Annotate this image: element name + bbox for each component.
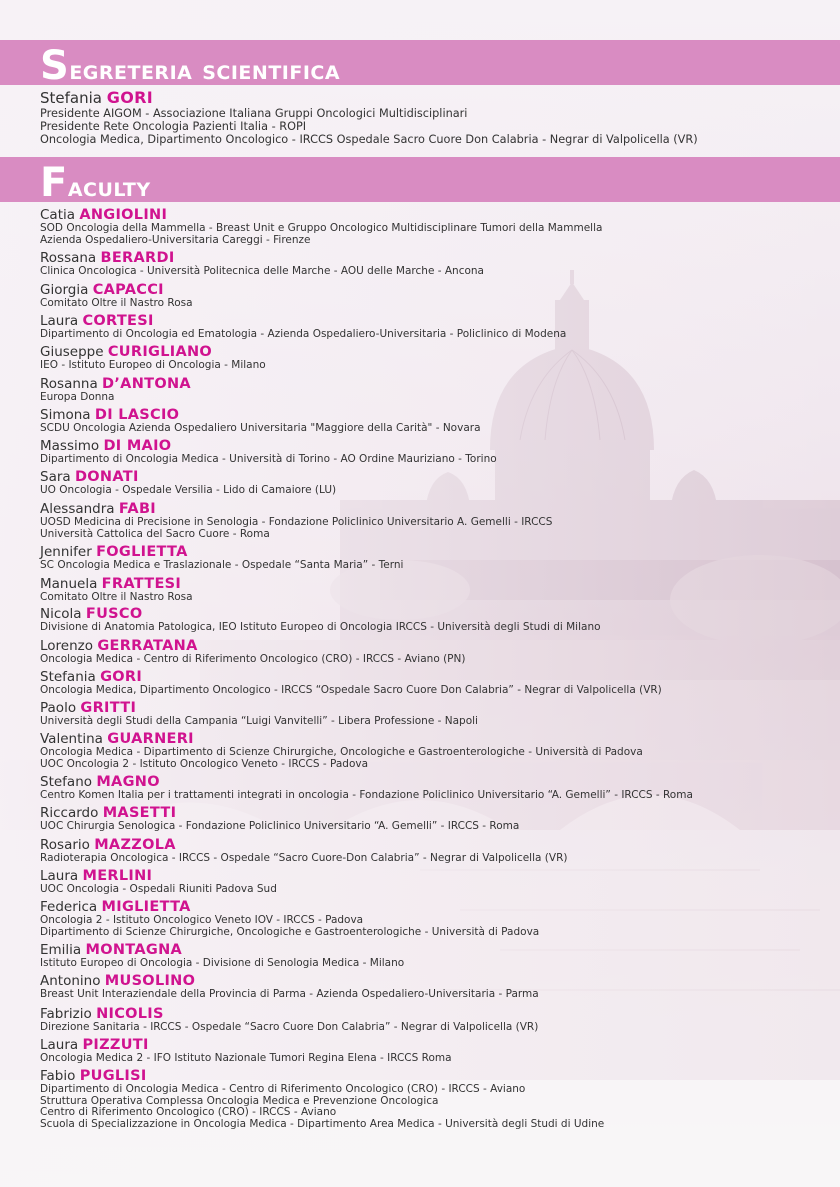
member-name — [40, 774, 830, 790]
member-last-name: DONATI — [74, 469, 139, 485]
member-first-name: Emilia — [40, 942, 82, 958]
member-last-name: NICOLIS — [96, 1006, 164, 1022]
member-last-name: CORTESI — [82, 313, 154, 329]
faculty-member — [40, 438, 830, 466]
faculty-member — [40, 942, 830, 970]
faculty-member — [40, 805, 830, 833]
member-first-name: Laura — [40, 868, 79, 884]
member-last-name: PIZZUTI — [82, 1037, 149, 1053]
affiliation-line: Oncologia Medica - Centro di Riferimento Oncologico (CRO) - IRCCS - Aviano (PN) — [40, 653, 466, 665]
affiliation-line: Centro di Riferimento Oncologico (CRO) - IRCCS - Aviano — [40, 1106, 337, 1118]
affiliation-line: Presidente Rete Oncologia Pazienti Italia - ROPI — [40, 120, 307, 133]
person-last-name: GORI — [106, 88, 153, 107]
faculty-member — [40, 544, 830, 572]
member-last-name: FOGLIETTA — [96, 544, 188, 560]
person-first-name: Stefania — [40, 89, 102, 107]
member-first-name: Lorenzo — [40, 638, 94, 654]
member-last-name: MAZZOLA — [94, 837, 176, 853]
affiliation-line: SC Oncologia Medica e Traslazionale - Ospedale “Santa Maria” - Terni — [40, 559, 404, 571]
member-first-name: Antonino — [40, 973, 101, 989]
member-first-name: Federica — [40, 899, 98, 915]
affiliation-line: SCDU Oncologia Azienda Ospedaliero Universitaria "Maggiore della Carità" - Novara — [40, 422, 481, 434]
member-name — [40, 837, 830, 853]
affiliation-line: Comitato Oltre il Nastro Rosa — [40, 297, 193, 309]
faculty-member — [40, 501, 830, 540]
member-first-name: Laura — [40, 1037, 79, 1053]
person-name — [40, 89, 830, 107]
affiliation-line: Dipartimento di Oncologia ed Ematologia - Azienda Ospedaliero-Universitaria - Policlinico di Modena — [40, 328, 567, 340]
member-last-name: FABI — [118, 501, 157, 517]
member-last-name: GUARNERI — [107, 731, 194, 747]
member-first-name: Rosario — [40, 837, 90, 853]
member-first-name: Riccardo — [40, 805, 99, 821]
member-last-name: D’ANTONA — [102, 376, 191, 392]
affiliation-line: UO Oncologia - Ospedale Versilia - Lido di Camaiore (LU) — [40, 484, 337, 496]
member-last-name: FRATTESI — [101, 576, 182, 592]
member-name — [40, 438, 830, 454]
member-name — [40, 899, 830, 915]
affiliation-line: SOD Oncologia della Mammella - Breast Unit e Gruppo Oncologico Multidisciplinare Tumori della Mammella — [40, 222, 603, 234]
member-name — [40, 942, 830, 958]
member-last-name: DI LASCIO — [94, 407, 180, 423]
affiliation-line: Presidente AIGOM - Associazione Italiana Gruppi Oncologici Multidisciplinari — [40, 107, 468, 120]
member-first-name: Rosanna — [40, 376, 98, 392]
member-last-name: CAPACCI — [92, 282, 164, 298]
member-first-name: Valentina — [40, 731, 103, 747]
segreteria-title-rest: egreteria scientifica — [69, 55, 341, 86]
affiliation-line: UOC Oncologia - Ospedali Riuniti Padova Sud — [40, 883, 277, 895]
affiliation-line: Dipartimento di Oncologia Medica - Università di Torino - AO Ordine Mauriziano - Torino — [40, 453, 497, 465]
affiliation-line: IEO - Istituto Europeo di Oncologia - Milano — [40, 359, 266, 371]
affiliation-line: Breast Unit Interaziendale della Provincia di Parma - Azienda Ospedaliero-Universitaria - Parma — [40, 988, 539, 1000]
segreteria-header-band — [0, 40, 840, 89]
faculty-title — [40, 157, 151, 206]
segreteria-person — [40, 89, 830, 146]
member-first-name: Simona — [40, 407, 91, 423]
member-name — [40, 638, 830, 654]
member-first-name: Giuseppe — [40, 344, 104, 360]
member-name — [40, 407, 830, 423]
affiliation-line: Comitato Oltre il Nastro Rosa — [40, 591, 193, 603]
member-first-name: Rossana — [40, 250, 97, 266]
faculty-member — [40, 207, 830, 246]
member-first-name: Laura — [40, 313, 79, 329]
faculty-member — [40, 899, 830, 938]
affiliation-line: Università degli Studi della Campania “Luigi Vanvitelli” - Libera Professione - Napoli — [40, 715, 478, 727]
member-name — [40, 1068, 830, 1084]
member-first-name: Paolo — [40, 700, 77, 716]
affiliation-line: Direzione Sanitaria - IRCCS - Ospedale “Sacro Cuore Don Calabria” - Negrar di Valpolicella (VR) — [40, 1021, 539, 1033]
affiliation-line: Università Cattolica del Sacro Cuore - Roma — [40, 527, 270, 540]
member-last-name: MUSOLINO — [104, 973, 196, 989]
member-last-name: MONTAGNA — [85, 942, 183, 958]
member-last-name: MERLINI — [82, 868, 153, 884]
affiliation-line: Azienda Ospedaliero-Universitaria Careggi - Firenze — [40, 233, 311, 246]
member-name — [40, 1037, 830, 1053]
member-last-name: MIGLIETTA — [101, 899, 191, 915]
faculty-member — [40, 407, 830, 435]
affiliation-line: UOC Oncologia 2 - Istituto Oncologico Veneto - IRCCS - Padova — [40, 757, 369, 770]
member-first-name: Nicola — [40, 606, 82, 622]
member-name — [40, 868, 830, 884]
member-last-name: PUGLISI — [79, 1068, 147, 1084]
affiliation-line: UOC Chirurgia Senologica - Fondazione Policlinico Universitario “A. Gemelli” - IRCCS - Roma — [40, 820, 520, 832]
affiliation-line: UOSD Medicina di Precisione in Senologia - Fondazione Policlinico Universitario A. Gemelli - IRCCS — [40, 516, 553, 528]
member-last-name: FUSCO — [85, 606, 143, 622]
faculty-header-band — [0, 157, 840, 206]
faculty-member — [40, 973, 830, 1001]
member-name — [40, 973, 830, 989]
member-name — [40, 669, 830, 685]
member-first-name: Stefano — [40, 774, 93, 790]
member-first-name: Giorgia — [40, 282, 89, 298]
member-name — [40, 282, 830, 298]
member-name — [40, 606, 830, 622]
member-name — [40, 501, 830, 517]
member-name — [40, 700, 830, 716]
member-last-name: MAGNO — [96, 774, 160, 790]
member-first-name: Fabio — [40, 1068, 76, 1084]
faculty-member — [40, 1068, 830, 1130]
segreteria-title — [40, 40, 341, 89]
member-first-name: Catia — [40, 207, 76, 223]
faculty-title-rest: aculty — [67, 172, 151, 203]
faculty-member — [40, 700, 830, 728]
affiliation-line: Radioterapia Oncologica - IRCCS - Ospedale “Sacro Cuore-Don Calabria” - Negrar di Valpolicella (VR) — [40, 852, 568, 864]
member-last-name: GRITTI — [80, 700, 137, 716]
member-name — [40, 250, 830, 266]
faculty-member — [40, 250, 830, 278]
faculty-member — [40, 576, 830, 604]
faculty-member — [40, 282, 830, 310]
member-last-name: GORI — [100, 669, 143, 685]
member-first-name: Massimo — [40, 438, 100, 454]
affiliation-line: Oncologia 2 - Istituto Oncologico Veneto IOV - IRCCS - Padova — [40, 914, 364, 926]
member-name — [40, 576, 830, 592]
affiliation-line: Dipartimento di Oncologia Medica - Centro di Riferimento Oncologico (CRO) - IRCCS - Aviano — [40, 1083, 526, 1095]
member-last-name: GERRATANA — [97, 638, 198, 654]
member-last-name: CURIGLIANO — [107, 344, 213, 360]
faculty-member — [40, 1006, 830, 1034]
affiliation-line: Oncologia Medica - Dipartimento di Scienze Chirurgiche, Oncologiche e Gastroenterologiche - Università di Padova — [40, 746, 643, 758]
affiliation-line: Clinica Oncologica - Università Politecnica delle Marche - AOU delle Marche - Ancona — [40, 265, 484, 277]
affiliation-line: Oncologia Medica 2 - IFO Istituto Nazionale Tumori Regina Elena - IRCCS Roma — [40, 1052, 452, 1064]
member-name — [40, 544, 830, 560]
affiliation-line: Struttura Operativa Complessa Oncologia Medica e Prevenzione Oncologica — [40, 1094, 439, 1107]
member-name — [40, 207, 830, 223]
member-name — [40, 376, 830, 392]
member-first-name: Jennifer — [40, 544, 92, 560]
affiliation-line: Europa Donna — [40, 391, 115, 403]
member-first-name: Fabrizio — [40, 1006, 92, 1022]
faculty-member — [40, 376, 830, 404]
member-first-name: Manuela — [40, 576, 98, 592]
member-first-name: Stefania — [40, 669, 96, 685]
faculty-member — [40, 469, 830, 497]
member-name — [40, 731, 830, 747]
affiliation-line: Dipartimento di Scienze Chirurgiche, Oncologiche e Gastroenterologiche - Università di Padova — [40, 925, 540, 938]
faculty-member — [40, 731, 830, 770]
faculty-member — [40, 774, 830, 802]
faculty-member — [40, 606, 830, 634]
faculty-member — [40, 313, 830, 341]
member-name — [40, 805, 830, 821]
affiliation-line: Divisione di Anatomia Patologica, IEO Istituto Europeo di Oncologia IRCCS - Università degli Studi di Milano — [40, 621, 601, 633]
member-last-name: DI MAIO — [103, 438, 172, 454]
affiliation-line: Scuola di Specializzazione in Oncologia Medica - Dipartimento Area Medica - Università degli Studi di Udine — [40, 1117, 605, 1130]
member-last-name: MASETTI — [102, 805, 177, 821]
member-last-name: ANGIOLINI — [79, 207, 168, 223]
affiliation-line: Oncologia Medica, Dipartimento Oncologico - IRCCS “Ospedale Sacro Cuore Don Calabria” - Negrar di Valpolicella (VR) — [40, 684, 662, 696]
faculty-member — [40, 868, 830, 896]
member-first-name: Sara — [40, 469, 71, 485]
faculty-member — [40, 344, 830, 372]
member-last-name: BERARDI — [100, 250, 175, 266]
affiliation-line: Centro Komen Italia per i trattamenti integrati in oncologia - Fondazione Policlinico Universitario “A. Gemelli” - IRCCS - Roma — [40, 789, 693, 801]
member-first-name: Alessandra — [40, 501, 115, 517]
faculty-member — [40, 1037, 830, 1065]
faculty-title-initial: F — [40, 160, 68, 206]
faculty-member — [40, 669, 830, 697]
affiliation-line: Istituto Europeo di Oncologia - Divisione di Senologia Medica - Milano — [40, 957, 405, 969]
member-name — [40, 469, 830, 485]
affiliation-line: Oncologia Medica, Dipartimento Oncologico - IRCCS Ospedale Sacro Cuore Don Calabria - Negrar di Valpolicella (VR) — [40, 133, 698, 146]
member-name — [40, 1006, 830, 1022]
member-name — [40, 313, 830, 329]
faculty-member — [40, 837, 830, 865]
member-name — [40, 344, 830, 360]
faculty-member — [40, 638, 830, 666]
segreteria-title-initial: S — [40, 43, 70, 89]
